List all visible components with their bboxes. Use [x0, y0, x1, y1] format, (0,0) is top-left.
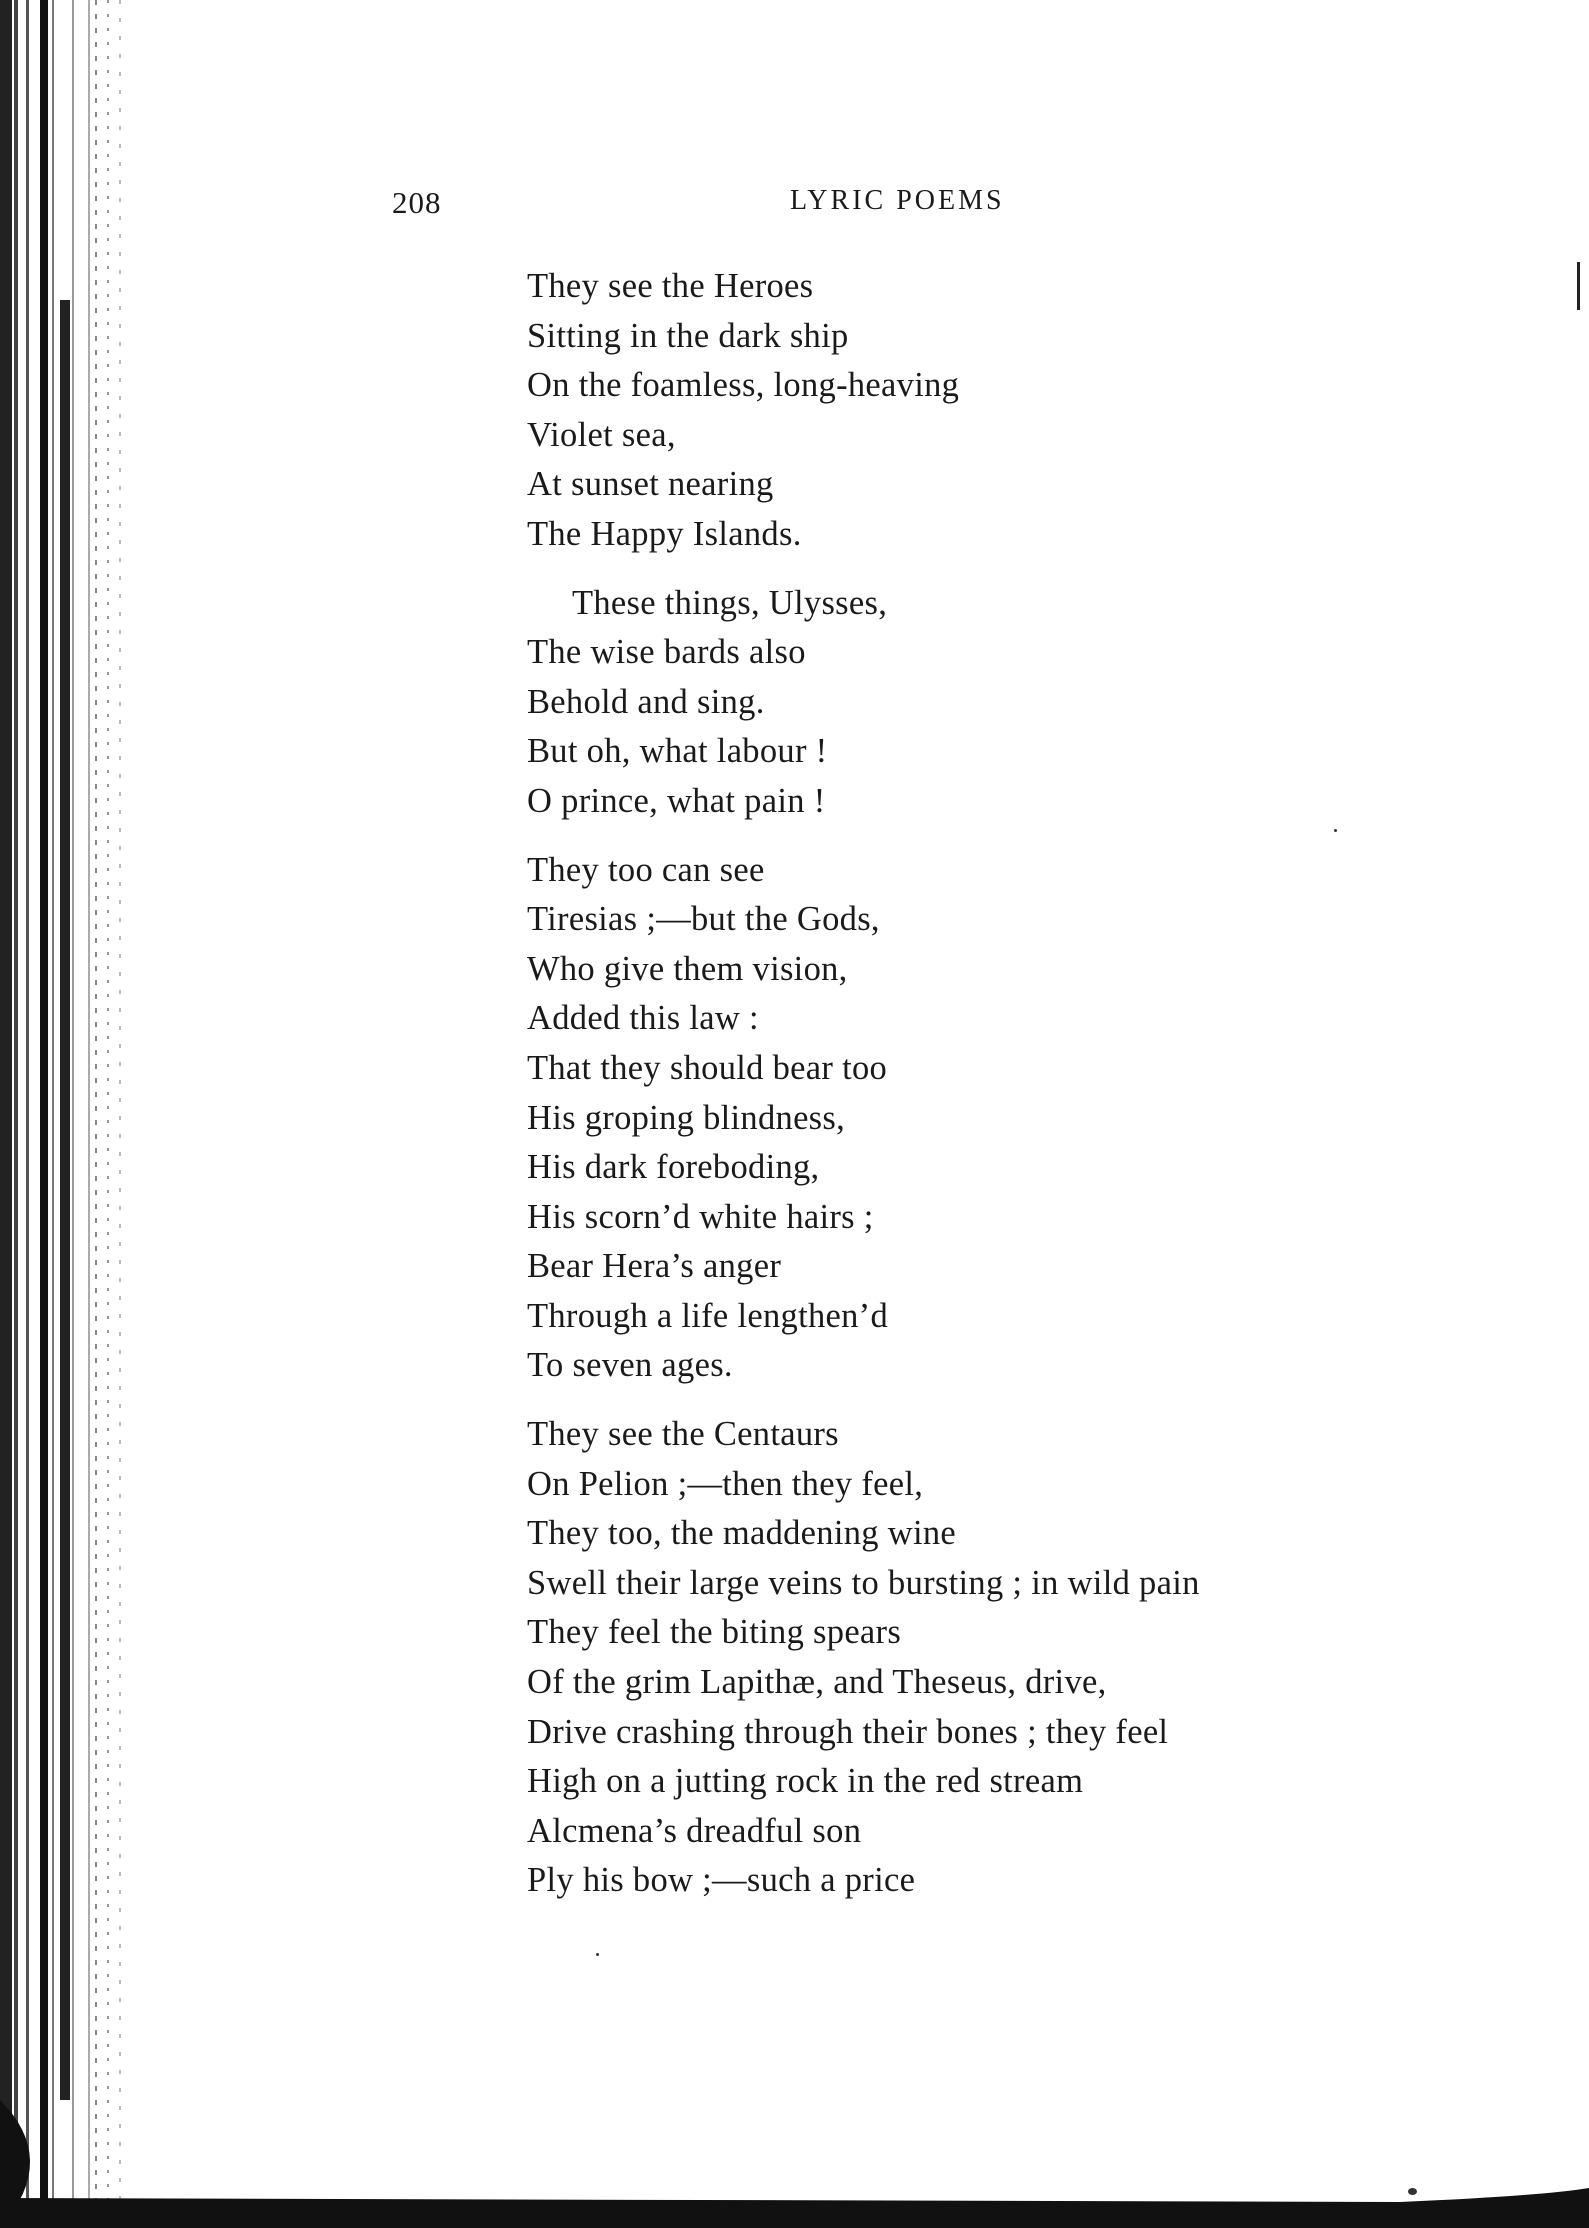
- poem-line: Drive crashing through their bones ; they feel: [527, 1712, 1169, 1751]
- poem-line: On Pelion ;—then they feel,: [527, 1464, 924, 1503]
- poem-line: Behold and sing.: [527, 682, 765, 721]
- poem-line: They see the Centaurs: [527, 1415, 839, 1454]
- poem-line: The Happy Islands.: [527, 514, 802, 553]
- binding-edge-scan-artifact: [0, 0, 130, 2228]
- poem-line: Through a life lengthen’d: [527, 1296, 889, 1335]
- poem-line: On the foamless, long-heaving: [527, 366, 960, 405]
- poem-line: Swell their large veins to bursting ; in wild pain: [527, 1563, 1200, 1602]
- poem-line: Who give them vision,: [527, 949, 848, 988]
- poem-line: They too can see: [527, 850, 765, 889]
- poem-line: His dark foreboding,: [527, 1148, 820, 1187]
- stanza: [527, 846, 1527, 1392]
- poem-line: Violet sea,: [527, 415, 676, 454]
- poem-line: At sunset nearing: [527, 465, 774, 504]
- running-head: [0, 185, 1589, 225]
- poem-line: His scorn’d white hairs ;: [527, 1197, 874, 1236]
- ink-speck: [1408, 2188, 1417, 2195]
- stanza: [527, 262, 1527, 560]
- page-number: 208: [392, 185, 442, 220]
- stanza: [527, 1410, 1527, 1906]
- poem-body: [527, 262, 1527, 1925]
- poem-line: Ply his bow ;—such a price: [527, 1861, 916, 1900]
- poem-line: Alcmena’s dreadful son: [527, 1811, 862, 1850]
- poem-line: But oh, what labour !: [527, 732, 828, 771]
- ink-speck: [1577, 262, 1580, 310]
- poem-line: They see the Heroes: [527, 267, 814, 305]
- ink-speck: [596, 1953, 599, 1956]
- bottom-edge-scan-artifact: [0, 2188, 1589, 2228]
- poem-line: Tiresias ;—but the Gods,: [527, 900, 880, 939]
- poem-line: Added this law :: [527, 999, 759, 1038]
- poem-line: These things, Ulysses,: [572, 583, 888, 622]
- poem-line: O prince, what pain !: [527, 781, 826, 820]
- poem-line: To seven ages.: [527, 1346, 733, 1385]
- poem-line: His groping blindness,: [527, 1098, 846, 1137]
- poem-line: That they should bear too: [527, 1048, 888, 1087]
- poem-line: Of the grim Lapithæ, and Theseus, drive,: [527, 1663, 1107, 1702]
- poem-line: They feel the biting spears: [527, 1613, 902, 1652]
- poem-line: The wise bards also: [527, 633, 806, 672]
- poem-line: They too, the maddening wine: [527, 1514, 957, 1553]
- poem-line: Sitting in the dark ship: [527, 316, 849, 355]
- poem-line: High on a jutting rock in the red stream: [527, 1762, 1084, 1801]
- running-title: LYRIC POEMS: [790, 185, 1005, 216]
- stanza: [527, 579, 1527, 827]
- poem-line: Bear Hera’s anger: [527, 1247, 782, 1286]
